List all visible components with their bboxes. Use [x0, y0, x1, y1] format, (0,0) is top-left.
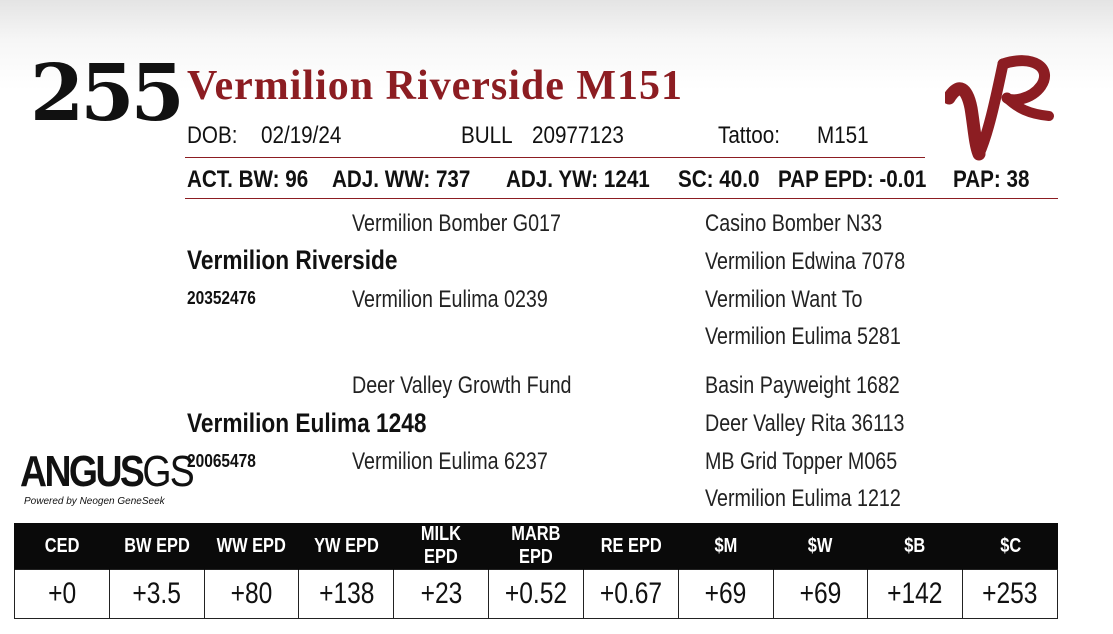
vermilion-ranch-logo — [945, 52, 1057, 169]
dam-dam: Vermilion Eulima 6237 — [352, 448, 548, 475]
sire-sire: Vermilion Bomber G017 — [352, 210, 561, 237]
divider-top — [185, 157, 925, 158]
epd-value-ww: +80 — [204, 570, 299, 619]
dob-value: 02/19/24 — [261, 122, 342, 149]
divider-bottom — [185, 198, 1058, 199]
scrotal-circumference: SC: 40.0 — [678, 166, 760, 193]
epd-value-c: +253 — [963, 570, 1058, 619]
vr-brand-icon — [945, 52, 1057, 164]
dam-name: Vermilion Eulima 1248 — [187, 408, 427, 438]
dam-paternal-granddam: Deer Valley Rita 36113 — [705, 410, 905, 437]
epd-header-m: $M — [678, 523, 773, 570]
sex-value: BULL — [461, 122, 513, 149]
epd-value-b: +142 — [868, 570, 963, 619]
epd-header-milk: MILK EPD — [394, 523, 489, 570]
epd-value-ced: +0 — [15, 570, 110, 619]
angus-logo-text: ANGUS — [20, 447, 143, 496]
sire-paternal-grandsire: Casino Bomber N33 — [705, 210, 883, 237]
angus-logo-gs: GS — [142, 447, 193, 496]
dob-label: DOB: — [187, 122, 238, 149]
angus-logo-tagline: Powered by Neogen GeneSeek — [24, 496, 165, 507]
dam-maternal-grandsire: MB Grid Topper M065 — [705, 448, 898, 475]
epd-header-b: $B — [868, 523, 963, 570]
adjusted-weaning-weight: ADJ. WW: 737 — [332, 166, 471, 193]
epd-value-re: +0.67 — [583, 570, 678, 619]
tattoo-label: Tattoo: — [718, 122, 780, 149]
epd-value-m: +69 — [678, 570, 773, 619]
animal-name: Vermilion Riverside M151 — [187, 63, 684, 109]
epd-header-yw: YW EPD — [299, 523, 394, 570]
epd-header-c: $C — [963, 523, 1058, 570]
registration-number: 20977123 — [532, 122, 624, 149]
dam-registration: 20065478 — [187, 451, 256, 471]
dam-sire: Deer Valley Growth Fund — [352, 372, 572, 399]
epd-value-bw: +3.5 — [109, 570, 204, 619]
epd-header-w: $W — [773, 523, 868, 570]
pap-value: PAP: 38 — [953, 166, 1030, 193]
epd-value-row — [15, 570, 1058, 619]
lot-number: 255 — [30, 48, 181, 139]
sire-registration: 20352476 — [187, 288, 256, 308]
sire-name: Vermilion Riverside — [187, 245, 398, 275]
actual-birth-weight: ACT. BW: 96 — [187, 166, 309, 193]
pap-epd: PAP EPD: -0.01 — [778, 166, 927, 193]
adjusted-yearling-weight: ADJ. YW: 1241 — [506, 166, 650, 193]
epd-value-milk: +23 — [394, 570, 489, 619]
dam-paternal-grandsire: Basin Payweight 1682 — [705, 372, 900, 399]
sire-dam: Vermilion Eulima 0239 — [352, 286, 548, 313]
sire-maternal-granddam: Vermilion Eulima 5281 — [705, 323, 901, 350]
sire-maternal-grandsire: Vermilion Want To — [705, 286, 863, 313]
sire-paternal-granddam: Vermilion Edwina 7078 — [705, 248, 906, 275]
angus-gs-logo — [20, 447, 223, 507]
epd-header-row — [15, 523, 1058, 570]
epd-value-marb: +0.52 — [489, 570, 584, 619]
epd-value-yw: +138 — [299, 570, 394, 619]
epd-header-bw: BW EPD — [109, 523, 204, 570]
epd-table — [14, 523, 1058, 619]
epd-value-w: +69 — [773, 570, 868, 619]
tattoo-value: M151 — [817, 122, 869, 149]
epd-header-re: RE EPD — [583, 523, 678, 570]
dam-maternal-granddam: Vermilion Eulima 1212 — [705, 485, 901, 512]
epd-header-ced: CED — [15, 523, 110, 570]
epd-header-ww: WW EPD — [204, 523, 299, 570]
epd-header-marb: MARB EPD — [489, 523, 584, 570]
